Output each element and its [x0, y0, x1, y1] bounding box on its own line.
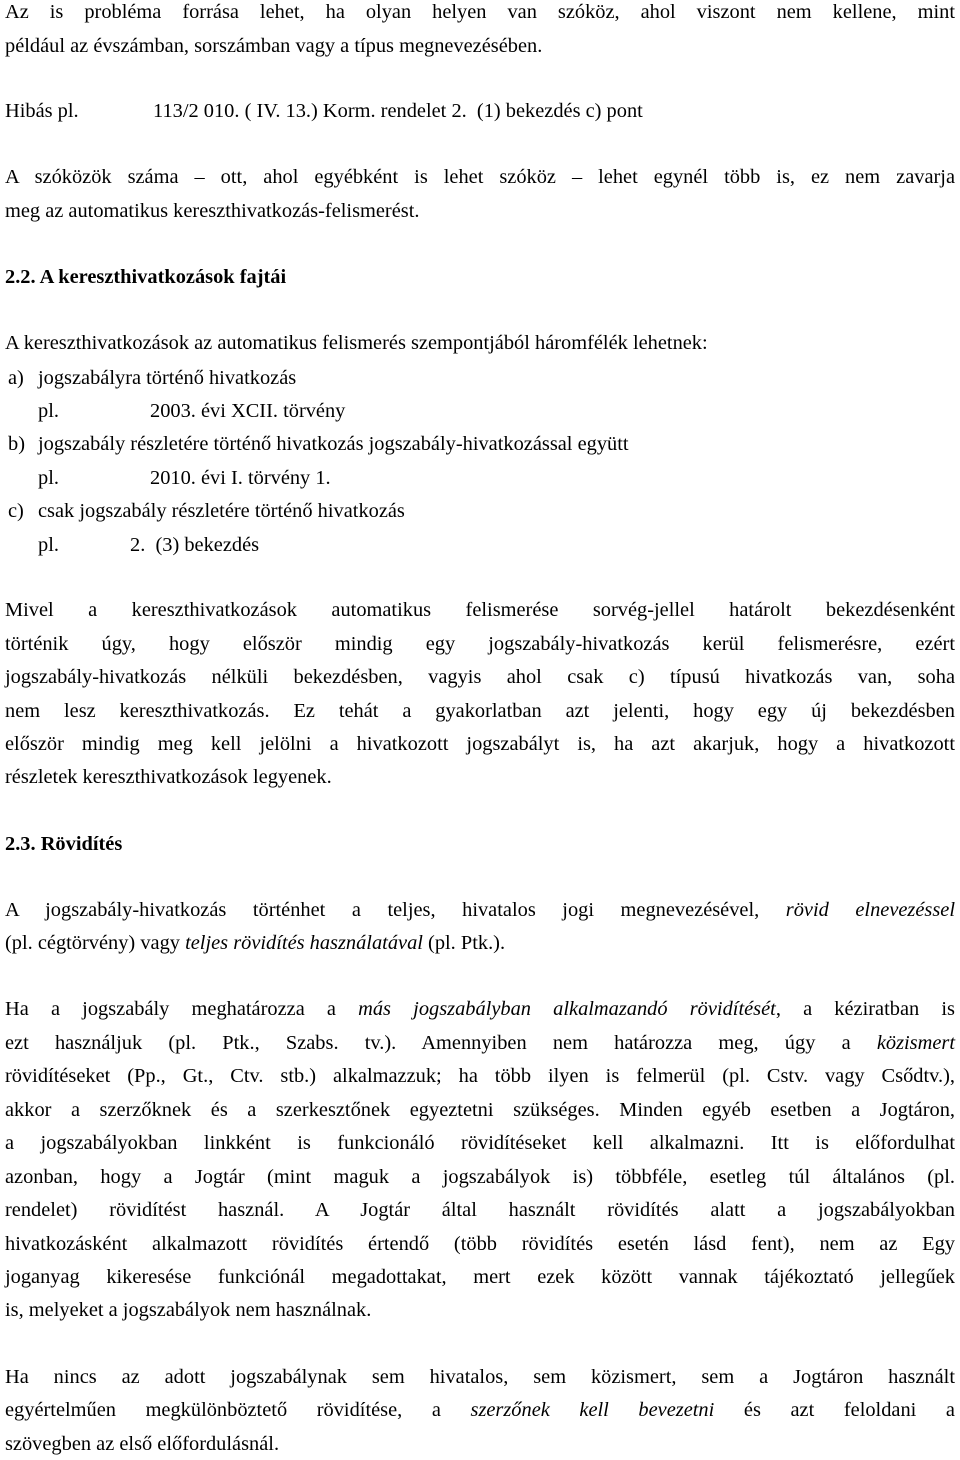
paragraph-line: azonban, hogy a Jogtár (mint maguk a jogszabályok is) többféle, esetleg túl általános (pl.	[5, 1166, 955, 1188]
example-label: pl.	[38, 400, 59, 422]
paragraph-line	[5, 999, 955, 1019]
paragraph-line: is, melyeket a jogszabályok nem használnak.	[5, 1299, 372, 1321]
section-title: Rövidítés	[40, 833, 123, 855]
section-title: A kereszthivatkozások fajtái	[39, 266, 287, 288]
text-run: és azt feloldani a	[714, 1399, 955, 1421]
italic-term: közismert	[876, 1032, 955, 1054]
paragraph-line: hivatkozásként alkalmazott rövidítés értendő (több rövidítés esetén lásd fent), nem az Egy	[5, 1233, 955, 1255]
paragraph-line	[5, 900, 955, 920]
paragraph-line: akkor a szerzőknek és a szerkesztőnek egyeztetni szükséges. Minden egyéb esetben a Jogtáron,	[5, 1099, 955, 1121]
example-value: 2. (3) bekezdés	[130, 534, 260, 556]
list-item-text: jogszabály részletére történő hivatkozás jogszabály-hivatkozással együtt	[38, 433, 629, 455]
list-intro: A kereszthivatkozások az automatikus felismerés szempontjából háromfélék lehetnek:	[5, 332, 708, 354]
paragraph-line: Az is probléma forrása lehet, ha olyan helyen van szóköz, ahol viszont nem kellene, mint	[5, 1, 955, 23]
example-value: 2010. évi I. törvény 1.	[150, 467, 336, 489]
paragraph-line: nem lesz kereszthivatkozás. Ez tehát a gyakorlatban azt jelenti, hogy egy új bekezdésben	[5, 700, 955, 722]
paragraph-line: a jogszabályokban linkként is funkcionáló rövidítéseket kell alkalmazni. Itt is előfordulhat	[5, 1132, 955, 1154]
paragraph-line: meg az automatikus kereszthivatkozás-felismerést.	[5, 200, 420, 222]
section-number: 2.3.	[5, 833, 36, 855]
paragraph-line: szövegben az első előfordulásnál.	[5, 1433, 280, 1455]
text-run: , a kéziratban is	[775, 998, 955, 1020]
text-run: ezt használjuk (pl. Ptk., Szabs. tv.). Amennyiben nem határozza meg, úgy a	[5, 1032, 877, 1054]
paragraph-line	[5, 1400, 955, 1420]
list-item-text: jogszabályra történő hivatkozás	[38, 367, 297, 389]
paragraph-line: például az évszámban, sorszámban vagy a típus megnevezésében.	[5, 35, 543, 57]
example-value: 2003. évi XCII. törvény	[150, 400, 346, 422]
italic-term: más jogszabályban alkalmazandó rövidítését	[358, 998, 776, 1020]
paragraph-line: jogszabály-hivatkozás nélküli bekezdésben, vagyis ahol csak c) típusú hivatkozás van, soha	[5, 666, 955, 688]
text-run: (pl. Ptk.).	[422, 932, 506, 954]
paragraph-line: rövidítéseket (Pp., Gt., Ctv. stb.) alkalmazzuk; ha több ilyen is felmerül (pl. Cstv. vagy Csődtv.),	[5, 1065, 955, 1087]
paragraph-line: Mivel a kereszthivatkozások automatikus felismerése sorvég-jellel határolt bekezdésenként	[5, 599, 955, 621]
list-marker: c)	[8, 500, 24, 522]
paragraph-line	[5, 933, 505, 953]
bad-example-label: Hibás pl.	[5, 100, 79, 122]
section-heading	[5, 267, 286, 287]
list-item-text: csak jogszabály részletére történő hivatkozás	[38, 500, 405, 522]
paragraph-line: történik úgy, hogy először mindig egy jogszabály-hivatkozás kerül felismerésre, ezért	[5, 633, 955, 655]
section-number: 2.2.	[5, 266, 36, 288]
list-marker: a)	[8, 367, 24, 389]
section-heading	[5, 834, 122, 854]
example-label: pl.	[38, 467, 59, 489]
paragraph-line	[5, 1033, 955, 1053]
text-run: egyértelműen megkülönböztető rövidítése, a	[5, 1399, 471, 1421]
text-run: A jogszabály-hivatkozás történhet a teljes, hivatalos jogi megnevezésével,	[5, 899, 786, 921]
text-run: Ha a jogszabály meghatározza a	[5, 998, 359, 1020]
text-run: (pl. cégtörvény) vagy	[5, 932, 186, 954]
list-marker: b)	[8, 433, 25, 455]
bad-example-value: 113/2 010. ( IV. 13.) Korm. rendelet 2. (1) bekezdés c) pont	[153, 100, 643, 122]
paragraph-line: részletek kereszthivatkozások legyenek.	[5, 766, 332, 788]
italic-term: szerzőnek kell bevezetni	[470, 1399, 715, 1421]
italic-term: rövid elnevezéssel	[785, 899, 955, 921]
paragraph-line: Ha nincs az adott jogszabálynak sem hivatalos, sem közismert, sem a Jogtáron használt	[5, 1366, 955, 1388]
paragraph-line: először mindig meg kell jelölni a hivatkozott jogszabályt is, ha azt akarjuk, hogy a hivatkozott	[5, 733, 955, 755]
paragraph-line: A szóközök száma – ott, ahol egyébként is lehet szóköz – lehet egynél több is, ez nem zavarja	[5, 166, 955, 188]
example-label: pl.	[38, 534, 59, 556]
paragraph-line: rendelet) rövidítést használ. A Jogtár által használt rövidítés alatt a jogszabályokban	[5, 1199, 955, 1221]
paragraph-line: joganyag kikeresése funkciónál megadottakat, mert ezek között vannak tájékoztató jellegűek	[5, 1266, 955, 1288]
italic-term: teljes rövidítés használatával	[185, 932, 423, 954]
